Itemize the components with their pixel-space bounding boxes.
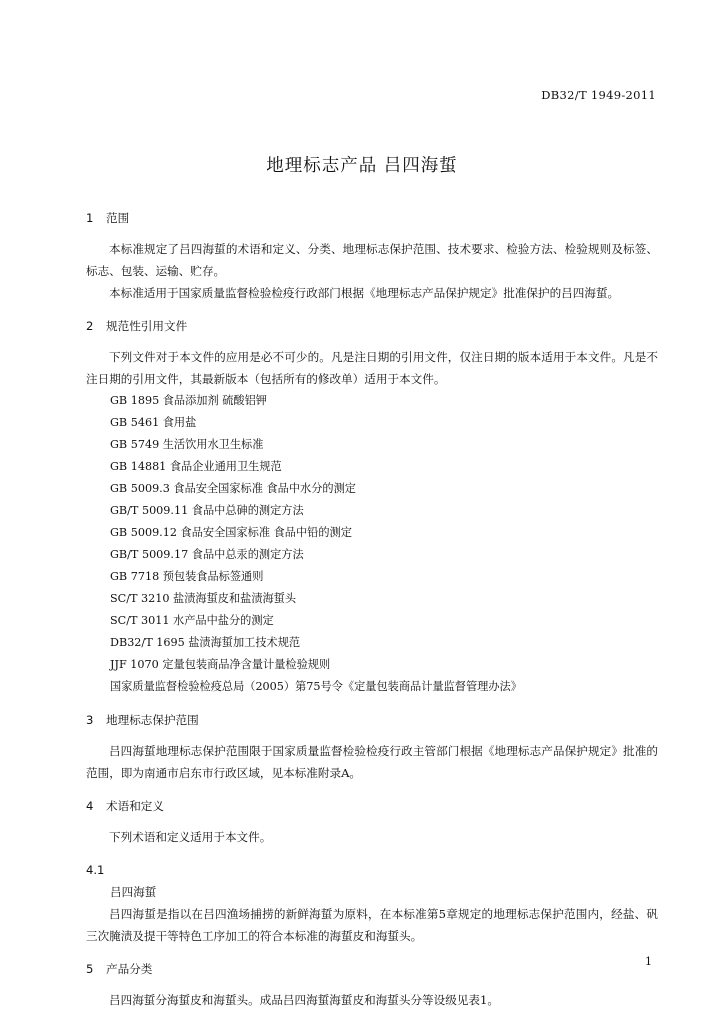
reference-item: SC/T 3011 水产品中盐分的测定 [110, 614, 274, 627]
document-code: DB32/T 1949-2011 [541, 88, 656, 102]
paragraph: 本标准适用于国家质量监督检验检疫行政部门根据《地理标志产品保护规定》批准保护的吕四海蜇。 [109, 286, 620, 300]
section-protection-scope [86, 709, 658, 784]
reference-item: GB/T 5009.11 食品中总砷的测定方法 [110, 504, 304, 517]
section-number: 4 [86, 799, 94, 813]
section-heading-text: 范围 [106, 211, 130, 225]
section-number: 3 [86, 713, 94, 727]
section-heading-text: 产品分类 [106, 962, 153, 976]
section-number: 5 [86, 962, 94, 976]
reference-item: GB 5461 食用盐 [110, 416, 197, 429]
section-heading-text: 规范性引用文件 [106, 319, 188, 333]
paragraph: 吕四海蜇分海蜇皮和海蜇头。成品吕四海蜇海蜇皮和海蜇头分等设级见表1。 [109, 993, 499, 1007]
section-heading [86, 315, 658, 337]
section-scope [86, 207, 658, 304]
document-body [86, 207, 658, 1011]
reference-item: GB 7718 预包装食品标签通则 [110, 570, 264, 583]
section-heading-text: 地理标志保护范围 [106, 713, 199, 727]
section-heading-text: 术语和定义 [106, 799, 164, 813]
section-normative-references [86, 315, 658, 698]
section-heading [86, 795, 658, 817]
reference-item: GB 5749 生活饮用水卫生标准 [110, 438, 264, 451]
reference-item: DB32/T 1695 盐渍海蜇加工技术规范 [110, 636, 301, 649]
section-number: 2 [86, 319, 94, 333]
paragraph: 吕四海蜇地理标志保护范围限于国家质量监督检验检疫行政主管部门根据《地理标志产品保护规定》批准的范围，即为南通市启东市行政区域，见本标准附录A。 [86, 744, 658, 780]
section-product-classification [86, 958, 658, 1011]
section-terms-definitions [86, 795, 658, 947]
section-heading [86, 958, 658, 980]
paragraph: 下列文件对于本文件的应用是必不可少的。凡是注日期的引用文件，仅注日期的版本适用于本文件。凡是不注日期的引用文件，其最新版本（包括所有的修改单）适用于本文件。 [86, 350, 658, 386]
reference-item: GB 5009.12 食品安全国家标准 食品中铅的测定 [110, 526, 352, 539]
term-number: 4.1 [86, 863, 105, 877]
paragraph: 本标准规定了吕四海蜇的术语和定义、分类、地理标志保护范围、技术要求、检验方法、检验规则及标签、标志、包装、运输、贮存。 [86, 242, 658, 278]
page-number: 1 [645, 955, 652, 968]
section-number: 1 [86, 211, 94, 225]
reference-item: JJF 1070 定量包装商品净含量计量检验规则 [110, 658, 331, 671]
paragraph: 下列术语和定义适用于本文件。 [109, 830, 272, 844]
term-name: 吕四海蜇 [110, 885, 157, 899]
section-heading [86, 709, 658, 731]
section-heading [86, 207, 658, 229]
reference-item: GB/T 5009.17 食品中总汞的测定方法 [110, 548, 304, 561]
reference-item: GB 1895 食品添加剂 硫酸铝钾 [110, 394, 267, 407]
reference-item: GB 5009.3 食品安全国家标准 食品中水分的测定 [110, 482, 356, 495]
term-definition: 吕四海蜇是指以在吕四渔场捕捞的新鲜海蜇为原料，在本标准第5章规定的地理标志保护范围内，经盐、矾三次腌渍及提干等特色工序加工的符合本标准的海蜇皮和海蜇头。 [86, 907, 658, 943]
reference-item: GB 14881 食品企业通用卫生规范 [110, 460, 282, 473]
document-title: 地理标志产品 吕四海蜇 [266, 156, 458, 176]
reference-item: 国家质量监督检验检疫总局（2005）第75号令《定量包装商品计量监督管理办法》 [110, 680, 522, 693]
reference-item: SC/T 3210 盐渍海蜇皮和盐渍海蜇头 [110, 592, 297, 605]
